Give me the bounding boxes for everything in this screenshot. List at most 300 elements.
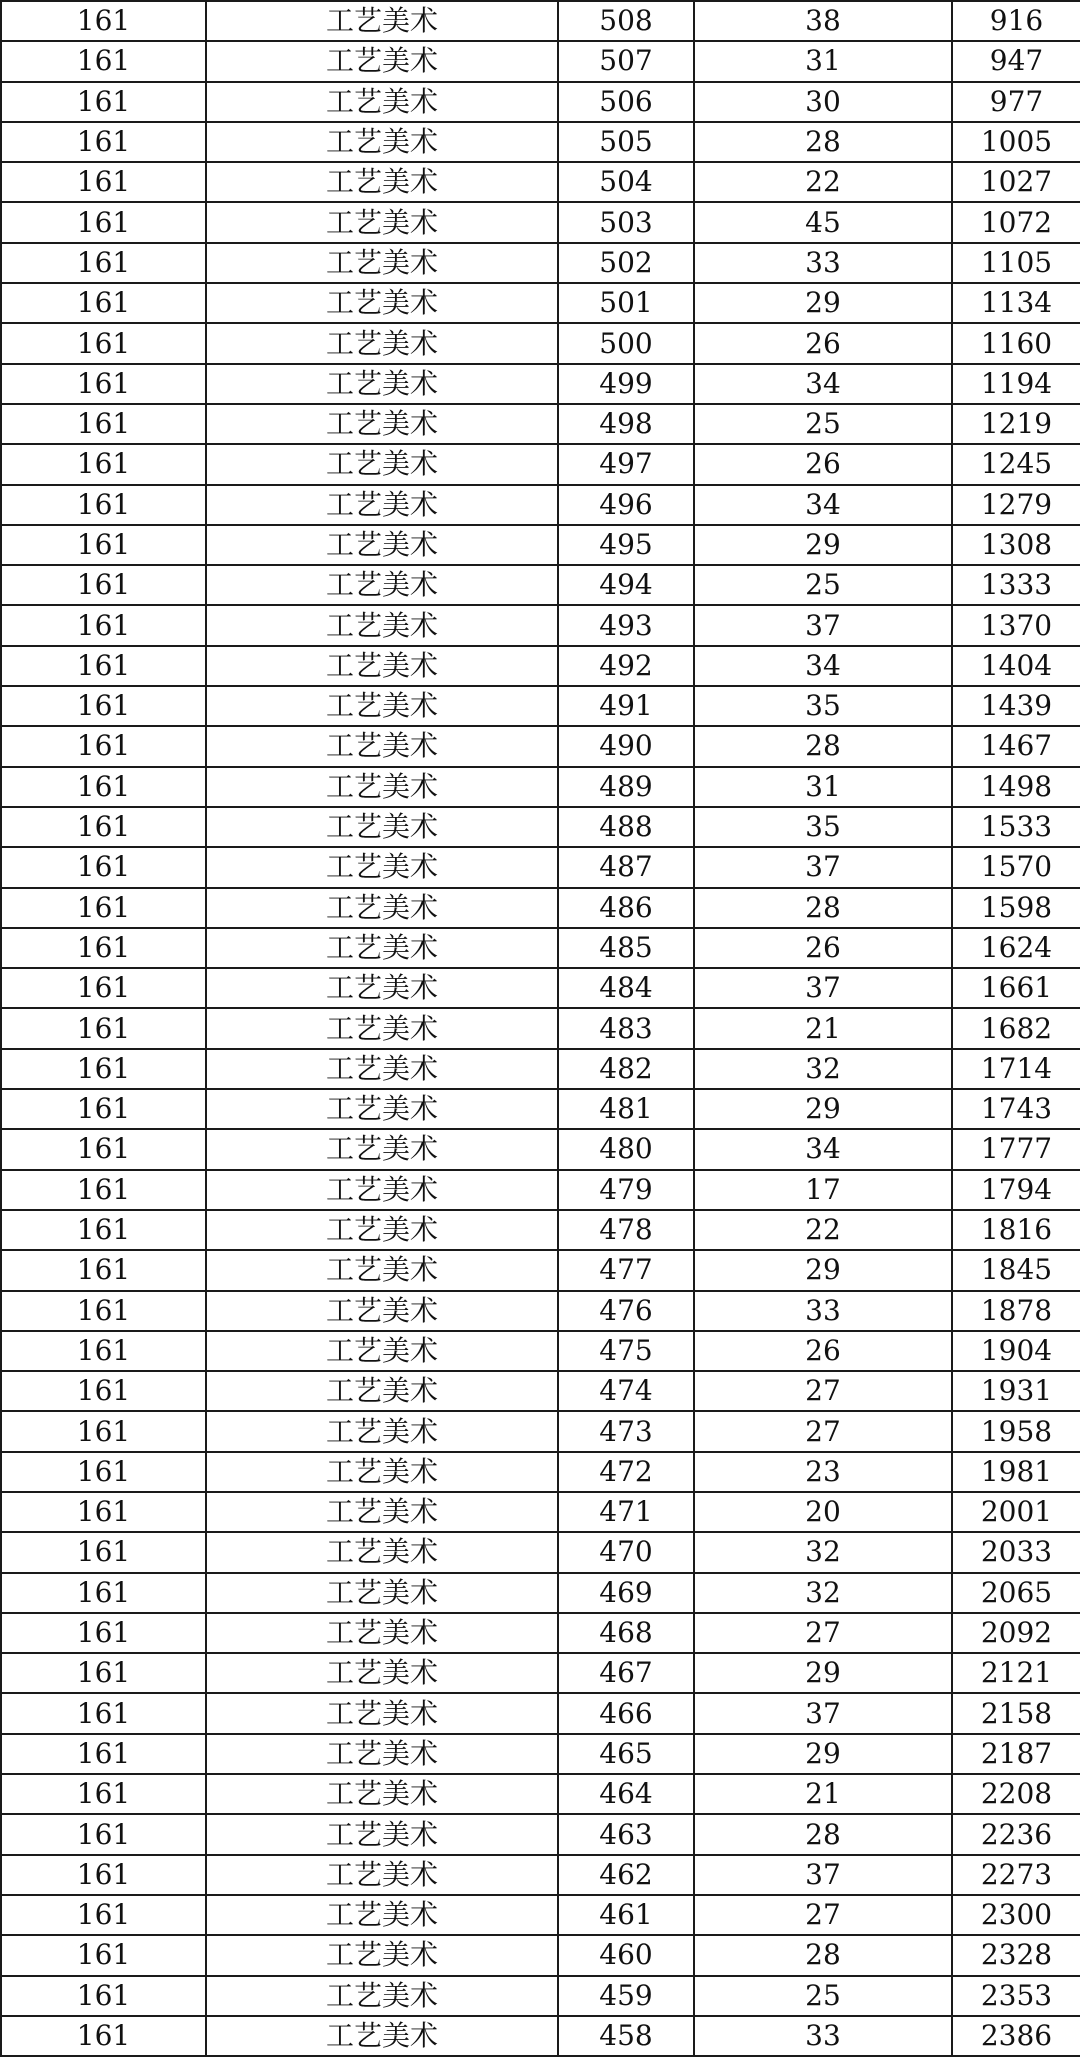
count-cell: 26 (694, 444, 952, 484)
score-cell: 489 (558, 767, 694, 807)
cumulative-cell: 2121 (952, 1653, 1080, 1693)
subject-cell: 工艺美术 (206, 1653, 558, 1693)
count-cell: 33 (694, 1291, 952, 1331)
score-cell: 480 (558, 1129, 694, 1169)
cumulative-cell: 2001 (952, 1492, 1080, 1532)
table-row (1, 1250, 1080, 1290)
table-row (1, 807, 1080, 847)
cumulative-cell: 1370 (952, 605, 1080, 645)
score-cell: 500 (558, 323, 694, 363)
code-cell: 161 (1, 323, 206, 363)
cumulative-cell: 1570 (952, 847, 1080, 887)
code-cell: 161 (1, 686, 206, 726)
score-cell: 459 (558, 1976, 694, 2016)
count-cell: 34 (694, 646, 952, 686)
code-cell: 161 (1, 928, 206, 968)
score-cell: 483 (558, 1008, 694, 1048)
code-cell: 161 (1, 1331, 206, 1371)
code-cell: 161 (1, 1613, 206, 1653)
count-cell: 29 (694, 1653, 952, 1693)
subject-cell: 工艺美术 (206, 1935, 558, 1975)
subject-cell: 工艺美术 (206, 323, 558, 363)
table-row (1, 1855, 1080, 1895)
score-cell: 505 (558, 122, 694, 162)
code-cell: 161 (1, 1411, 206, 1451)
code-cell: 161 (1, 1452, 206, 1492)
code-cell: 161 (1, 82, 206, 122)
code-cell: 161 (1, 807, 206, 847)
table-row (1, 1774, 1080, 1814)
table-row (1, 2016, 1080, 2056)
subject-cell: 工艺美术 (206, 485, 558, 525)
cumulative-cell: 916 (952, 1, 1080, 41)
subject-cell: 工艺美术 (206, 767, 558, 807)
table-row (1, 1573, 1080, 1613)
code-cell: 161 (1, 122, 206, 162)
subject-cell: 工艺美术 (206, 847, 558, 887)
table-row (1, 968, 1080, 1008)
table-row (1, 1411, 1080, 1451)
score-cell: 486 (558, 888, 694, 928)
count-cell: 29 (694, 283, 952, 323)
cumulative-cell: 1845 (952, 1250, 1080, 1290)
score-cell: 506 (558, 82, 694, 122)
count-cell: 28 (694, 1935, 952, 1975)
score-cell: 473 (558, 1411, 694, 1451)
code-cell: 161 (1, 605, 206, 645)
code-cell: 161 (1, 202, 206, 242)
count-cell: 26 (694, 928, 952, 968)
code-cell: 161 (1, 767, 206, 807)
subject-cell: 工艺美术 (206, 1129, 558, 1169)
code-cell: 161 (1, 1573, 206, 1613)
score-cell: 487 (558, 847, 694, 887)
score-cell: 460 (558, 1935, 694, 1975)
count-cell: 27 (694, 1411, 952, 1451)
subject-cell: 工艺美术 (206, 525, 558, 565)
code-cell: 161 (1, 525, 206, 565)
cumulative-cell: 1743 (952, 1089, 1080, 1129)
table-row (1, 646, 1080, 686)
score-cell: 471 (558, 1492, 694, 1532)
subject-cell: 工艺美术 (206, 1331, 558, 1371)
subject-cell: 工艺美术 (206, 1, 558, 41)
code-cell: 161 (1, 283, 206, 323)
subject-cell: 工艺美术 (206, 1532, 558, 1572)
table-row (1, 323, 1080, 363)
count-cell: 34 (694, 485, 952, 525)
score-cell: 507 (558, 41, 694, 81)
table-row (1, 1532, 1080, 1572)
subject-cell: 工艺美术 (206, 1855, 558, 1895)
score-cell: 501 (558, 283, 694, 323)
subject-cell: 工艺美术 (206, 565, 558, 605)
subject-cell: 工艺美术 (206, 202, 558, 242)
score-cell: 488 (558, 807, 694, 847)
count-cell: 45 (694, 202, 952, 242)
count-cell: 29 (694, 1089, 952, 1129)
count-cell: 26 (694, 323, 952, 363)
subject-cell: 工艺美术 (206, 1452, 558, 1492)
subject-cell: 工艺美术 (206, 1170, 558, 1210)
count-cell: 37 (694, 605, 952, 645)
count-cell: 29 (694, 1734, 952, 1774)
score-cell: 466 (558, 1693, 694, 1733)
score-cell: 458 (558, 2016, 694, 2056)
cumulative-cell: 1219 (952, 404, 1080, 444)
score-cell: 469 (558, 1573, 694, 1613)
code-cell: 161 (1, 2016, 206, 2056)
code-cell: 161 (1, 1291, 206, 1331)
table-row (1, 122, 1080, 162)
score-cell: 496 (558, 485, 694, 525)
table-row (1, 1129, 1080, 1169)
score-cell: 468 (558, 1613, 694, 1653)
score-cell: 492 (558, 646, 694, 686)
score-cell: 482 (558, 1049, 694, 1089)
count-cell: 27 (694, 1895, 952, 1935)
subject-cell: 工艺美术 (206, 243, 558, 283)
count-cell: 25 (694, 404, 952, 444)
table-row (1, 928, 1080, 968)
subject-cell: 工艺美术 (206, 1895, 558, 1935)
count-cell: 21 (694, 1774, 952, 1814)
code-cell: 161 (1, 485, 206, 525)
subject-cell: 工艺美术 (206, 364, 558, 404)
count-cell: 32 (694, 1049, 952, 1089)
score-cell: 475 (558, 1331, 694, 1371)
code-cell: 161 (1, 726, 206, 766)
subject-cell: 工艺美术 (206, 1774, 558, 1814)
table-row (1, 1492, 1080, 1532)
code-cell: 161 (1, 1129, 206, 1169)
score-cell: 467 (558, 1653, 694, 1693)
cumulative-cell: 2208 (952, 1774, 1080, 1814)
count-cell: 28 (694, 726, 952, 766)
table-row (1, 1291, 1080, 1331)
table-row (1, 1653, 1080, 1693)
cumulative-cell: 2092 (952, 1613, 1080, 1653)
subject-cell: 工艺美术 (206, 968, 558, 1008)
table-row (1, 1049, 1080, 1089)
code-cell: 161 (1, 1170, 206, 1210)
cumulative-cell: 1878 (952, 1291, 1080, 1331)
cumulative-cell: 1160 (952, 323, 1080, 363)
table-row (1, 1210, 1080, 1250)
subject-cell: 工艺美术 (206, 646, 558, 686)
code-cell: 161 (1, 1371, 206, 1411)
score-cell: 470 (558, 1532, 694, 1572)
table-row (1, 485, 1080, 525)
code-cell: 161 (1, 1734, 206, 1774)
count-cell: 29 (694, 525, 952, 565)
score-cell: 493 (558, 605, 694, 645)
cumulative-cell: 1498 (952, 767, 1080, 807)
cumulative-cell: 2158 (952, 1693, 1080, 1733)
code-cell: 161 (1, 1935, 206, 1975)
table-row (1, 1935, 1080, 1975)
subject-cell: 工艺美术 (206, 404, 558, 444)
table-row (1, 41, 1080, 81)
score-cell: 474 (558, 1371, 694, 1411)
score-cell: 494 (558, 565, 694, 605)
subject-cell: 工艺美术 (206, 1814, 558, 1854)
table-row (1, 202, 1080, 242)
cumulative-cell: 1624 (952, 928, 1080, 968)
subject-cell: 工艺美术 (206, 1976, 558, 2016)
score-table-body (1, 1, 1080, 2056)
code-cell: 161 (1, 968, 206, 1008)
cumulative-cell: 1279 (952, 485, 1080, 525)
table-row (1, 847, 1080, 887)
table-row (1, 1008, 1080, 1048)
cumulative-cell: 1598 (952, 888, 1080, 928)
subject-cell: 工艺美术 (206, 1613, 558, 1653)
count-cell: 29 (694, 1250, 952, 1290)
code-cell: 161 (1, 1492, 206, 1532)
cumulative-cell: 1533 (952, 807, 1080, 847)
code-cell: 161 (1, 243, 206, 283)
subject-cell: 工艺美术 (206, 444, 558, 484)
subject-cell: 工艺美术 (206, 1693, 558, 1733)
count-cell: 22 (694, 1210, 952, 1250)
count-cell: 37 (694, 1855, 952, 1895)
subject-cell: 工艺美术 (206, 1371, 558, 1411)
subject-cell: 工艺美术 (206, 1089, 558, 1129)
cumulative-cell: 2353 (952, 1976, 1080, 2016)
count-cell: 27 (694, 1371, 952, 1411)
subject-cell: 工艺美术 (206, 686, 558, 726)
score-cell: 464 (558, 1774, 694, 1814)
score-cell: 472 (558, 1452, 694, 1492)
table-row (1, 1895, 1080, 1935)
count-cell: 30 (694, 82, 952, 122)
subject-cell: 工艺美术 (206, 1250, 558, 1290)
code-cell: 161 (1, 1855, 206, 1895)
cumulative-cell: 2033 (952, 1532, 1080, 1572)
code-cell: 161 (1, 162, 206, 202)
code-cell: 161 (1, 404, 206, 444)
cumulative-cell: 1981 (952, 1452, 1080, 1492)
count-cell: 35 (694, 686, 952, 726)
subject-cell: 工艺美术 (206, 807, 558, 847)
subject-cell: 工艺美术 (206, 1573, 558, 1613)
code-cell: 161 (1, 1, 206, 41)
cumulative-cell: 1245 (952, 444, 1080, 484)
cumulative-cell: 1194 (952, 364, 1080, 404)
cumulative-cell: 1816 (952, 1210, 1080, 1250)
score-cell: 491 (558, 686, 694, 726)
table-row (1, 1613, 1080, 1653)
code-cell: 161 (1, 444, 206, 484)
subject-cell: 工艺美术 (206, 1210, 558, 1250)
cumulative-cell: 1682 (952, 1008, 1080, 1048)
subject-cell: 工艺美术 (206, 726, 558, 766)
count-cell: 25 (694, 1976, 952, 2016)
code-cell: 161 (1, 1532, 206, 1572)
code-cell: 161 (1, 1814, 206, 1854)
score-cell: 463 (558, 1814, 694, 1854)
count-cell: 26 (694, 1331, 952, 1371)
count-cell: 38 (694, 1, 952, 41)
code-cell: 161 (1, 1774, 206, 1814)
subject-cell: 工艺美术 (206, 928, 558, 968)
cumulative-cell: 2386 (952, 2016, 1080, 2056)
cumulative-cell: 1005 (952, 122, 1080, 162)
table-row (1, 1976, 1080, 2016)
subject-cell: 工艺美术 (206, 1411, 558, 1451)
table-row (1, 243, 1080, 283)
subject-cell: 工艺美术 (206, 2016, 558, 2056)
cumulative-cell: 1467 (952, 726, 1080, 766)
cumulative-cell: 947 (952, 41, 1080, 81)
score-cell: 503 (558, 202, 694, 242)
table-row (1, 1371, 1080, 1411)
table-row (1, 767, 1080, 807)
count-cell: 20 (694, 1492, 952, 1532)
cumulative-cell: 2273 (952, 1855, 1080, 1895)
score-cell: 490 (558, 726, 694, 766)
code-cell: 161 (1, 565, 206, 605)
code-cell: 161 (1, 1653, 206, 1693)
table-row (1, 1089, 1080, 1129)
cumulative-cell: 2065 (952, 1573, 1080, 1613)
count-cell: 27 (694, 1613, 952, 1653)
subject-cell: 工艺美术 (206, 605, 558, 645)
code-cell: 161 (1, 646, 206, 686)
score-cell: 498 (558, 404, 694, 444)
count-cell: 37 (694, 1693, 952, 1733)
table-row (1, 888, 1080, 928)
table-row (1, 162, 1080, 202)
cumulative-cell: 1958 (952, 1411, 1080, 1451)
count-cell: 31 (694, 41, 952, 81)
cumulative-cell: 1134 (952, 283, 1080, 323)
count-cell: 17 (694, 1170, 952, 1210)
score-cell: 478 (558, 1210, 694, 1250)
count-cell: 28 (694, 1814, 952, 1854)
score-cell: 476 (558, 1291, 694, 1331)
table-row (1, 404, 1080, 444)
cumulative-cell: 1105 (952, 243, 1080, 283)
code-cell: 161 (1, 1976, 206, 2016)
table-row (1, 525, 1080, 565)
cumulative-cell: 2236 (952, 1814, 1080, 1854)
count-cell: 32 (694, 1573, 952, 1613)
subject-cell: 工艺美术 (206, 1492, 558, 1532)
count-cell: 33 (694, 243, 952, 283)
code-cell: 161 (1, 1210, 206, 1250)
score-cell: 484 (558, 968, 694, 1008)
cumulative-cell: 1714 (952, 1049, 1080, 1089)
score-cell: 502 (558, 243, 694, 283)
score-cell: 477 (558, 1250, 694, 1290)
score-cell: 485 (558, 928, 694, 968)
count-cell: 28 (694, 888, 952, 928)
score-cell: 499 (558, 364, 694, 404)
cumulative-cell: 2300 (952, 1895, 1080, 1935)
score-cell: 462 (558, 1855, 694, 1895)
table-row (1, 1693, 1080, 1733)
score-cell: 508 (558, 1, 694, 41)
table-row (1, 1331, 1080, 1371)
table-row (1, 686, 1080, 726)
cumulative-cell: 2328 (952, 1935, 1080, 1975)
code-cell: 161 (1, 1693, 206, 1733)
subject-cell: 工艺美术 (206, 1734, 558, 1774)
table-row (1, 1170, 1080, 1210)
table-row (1, 444, 1080, 484)
subject-cell: 工艺美术 (206, 888, 558, 928)
cumulative-cell: 1931 (952, 1371, 1080, 1411)
table-row (1, 364, 1080, 404)
cumulative-cell: 1777 (952, 1129, 1080, 1169)
cumulative-cell: 1404 (952, 646, 1080, 686)
subject-cell: 工艺美术 (206, 122, 558, 162)
cumulative-cell: 1308 (952, 525, 1080, 565)
count-cell: 28 (694, 122, 952, 162)
table-row (1, 726, 1080, 766)
code-cell: 161 (1, 888, 206, 928)
score-cell: 479 (558, 1170, 694, 1210)
code-cell: 161 (1, 1089, 206, 1129)
score-cell: 461 (558, 1895, 694, 1935)
cumulative-cell: 977 (952, 82, 1080, 122)
code-cell: 161 (1, 1895, 206, 1935)
code-cell: 161 (1, 1008, 206, 1048)
code-cell: 161 (1, 41, 206, 81)
table-row (1, 565, 1080, 605)
count-cell: 22 (694, 162, 952, 202)
count-cell: 34 (694, 364, 952, 404)
count-cell: 37 (694, 968, 952, 1008)
count-cell: 34 (694, 1129, 952, 1169)
score-cell: 495 (558, 525, 694, 565)
count-cell: 31 (694, 767, 952, 807)
cumulative-cell: 1027 (952, 162, 1080, 202)
cumulative-cell: 2187 (952, 1734, 1080, 1774)
cumulative-cell: 1904 (952, 1331, 1080, 1371)
cumulative-cell: 1439 (952, 686, 1080, 726)
table-row (1, 605, 1080, 645)
code-cell: 161 (1, 1049, 206, 1089)
code-cell: 161 (1, 847, 206, 887)
subject-cell: 工艺美术 (206, 41, 558, 81)
score-cell: 481 (558, 1089, 694, 1129)
subject-cell: 工艺美术 (206, 283, 558, 323)
count-cell: 32 (694, 1532, 952, 1572)
count-cell: 35 (694, 807, 952, 847)
count-cell: 37 (694, 847, 952, 887)
count-cell: 25 (694, 565, 952, 605)
subject-cell: 工艺美术 (206, 1008, 558, 1048)
subject-cell: 工艺美术 (206, 82, 558, 122)
table-row (1, 1734, 1080, 1774)
code-cell: 161 (1, 364, 206, 404)
count-cell: 21 (694, 1008, 952, 1048)
score-cell: 497 (558, 444, 694, 484)
count-cell: 33 (694, 2016, 952, 2056)
table-row (1, 283, 1080, 323)
table-row (1, 1452, 1080, 1492)
score-cell: 465 (558, 1734, 694, 1774)
cumulative-cell: 1333 (952, 565, 1080, 605)
code-cell: 161 (1, 1250, 206, 1290)
subject-cell: 工艺美术 (206, 1291, 558, 1331)
table-row (1, 1, 1080, 41)
cumulative-cell: 1072 (952, 202, 1080, 242)
cumulative-cell: 1661 (952, 968, 1080, 1008)
